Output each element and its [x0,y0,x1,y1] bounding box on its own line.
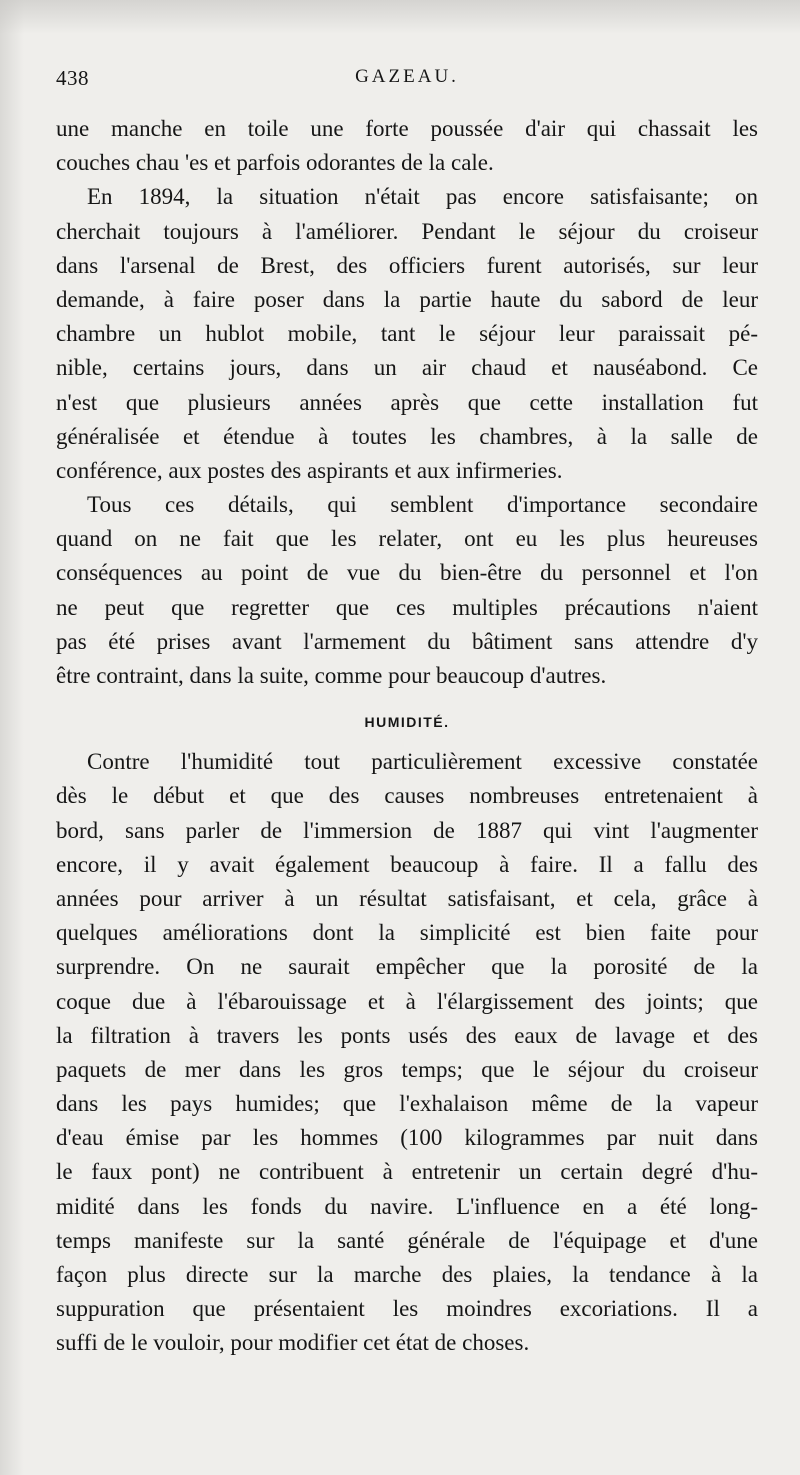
running-head [56,66,758,100]
text-line: d'eau émise par les hommes (100 kilogrammes par nuit dans [56,1125,758,1151]
text-line: façon plus directe sur la marche des plaies, la tendance à la [56,1262,758,1287]
paragraph [56,745,758,1360]
paragraph [56,180,758,488]
text-line: temps manifeste sur la santé générale de l'équipage et d'une [56,1227,758,1253]
text-line: nible, certains jours, dans un air chaud et nauséabond. Ce [56,355,758,381]
text-line: n'est que plusieurs années après que cette installation fut [56,389,758,415]
text-line: cherchait toujours à l'améliorer. Pendant le séjour du croiseur [56,218,758,244]
section-heading: HUMIDITÉ. [364,714,450,731]
text-line: dès le début et que des causes nombreuses entretenaient à [56,783,758,809]
text-line: surprendre. On ne saurait empêcher que la porosité de la [56,954,758,980]
paragraph-continued [56,112,758,180]
text-line: pas été prises avant l'armement du bâtiment sans attendre d'y [56,628,758,654]
text-line: le faux pont) ne contribuent à entretenir un certain degré d'hu- [56,1159,758,1185]
page-text [56,112,758,1361]
text-line: quelques améliorations dont la simplicité est bien faite pour [56,920,758,946]
text-line: bord, sans parler de l'immersion de 1887 qui vint l'augmenter [56,817,758,843]
text-line: En 1894, la situation n'était pas encore satisfaisante; on [87,184,758,210]
text-line: dans l'arsenal de Brest, des officiers furent autorisés, sur leur [56,252,758,278]
text-line: chambre un hublot mobile, tant le séjour leur paraissait pé- [56,321,758,347]
text-line: Contre l'humidité tout particulièrement excessive constatée [87,749,758,775]
text-line: être contraint, dans la suite, comme pour beaucoup d'autres. [56,663,607,688]
scan-top-edge [0,0,800,34]
text-line: suppuration que présentaient les moindres excoriations. Il a [56,1296,758,1322]
text-line: encore, il y avait également beaucoup à faire. Il a fallu des [56,851,758,877]
text-line: coque due à l'ébarouissage et à l'élargissement des joints; que [56,988,758,1014]
page-number: 438 [56,66,89,90]
text-line: dans les pays humides; que l'exhalaison même de la vapeur [56,1091,758,1117]
text-line: paquets de mer dans les gros temps; que le séjour du croiseur [56,1056,758,1082]
text-line: couches chau 'es et parfois odorantes de la cale. [56,150,494,176]
scan-left-edge [0,0,24,1475]
text-line: suffi de le vouloir, pour modifier cet état de choses. [56,1330,530,1356]
text-line: Tous ces détails, qui semblent d'importance secondaire [87,492,758,518]
text-line: généralisée et étendue à toutes les chambres, à la salle de [56,423,758,449]
text-line: quand on ne fait que les relater, ont eu les plus heureuses [56,526,758,552]
text-line: ne peut que regretter que ces multiples précautions n'aient [56,594,758,620]
text-line: demande, à faire poser dans la partie haute du sabord de leur [56,286,758,312]
running-title: GAZEAU. [355,66,459,87]
text-line: années pour arriver à un résultat satisfaisant, et cela, grâce à [56,885,758,911]
text-line: une manche en toile une forte poussée d'air qui chassait les [56,116,758,141]
text-line: la filtration à travers les ponts usés des eaux de lavage et des [56,1022,758,1048]
paragraph [56,488,758,693]
text-line: conférence, aux postes des aspirants et aux infirmeries. [56,457,563,483]
text-line: midité dans les fonds du navire. L'influence en a été long- [56,1193,758,1219]
text-line: conséquences au point de vue du bien-être du personnel et l'on [56,560,758,586]
